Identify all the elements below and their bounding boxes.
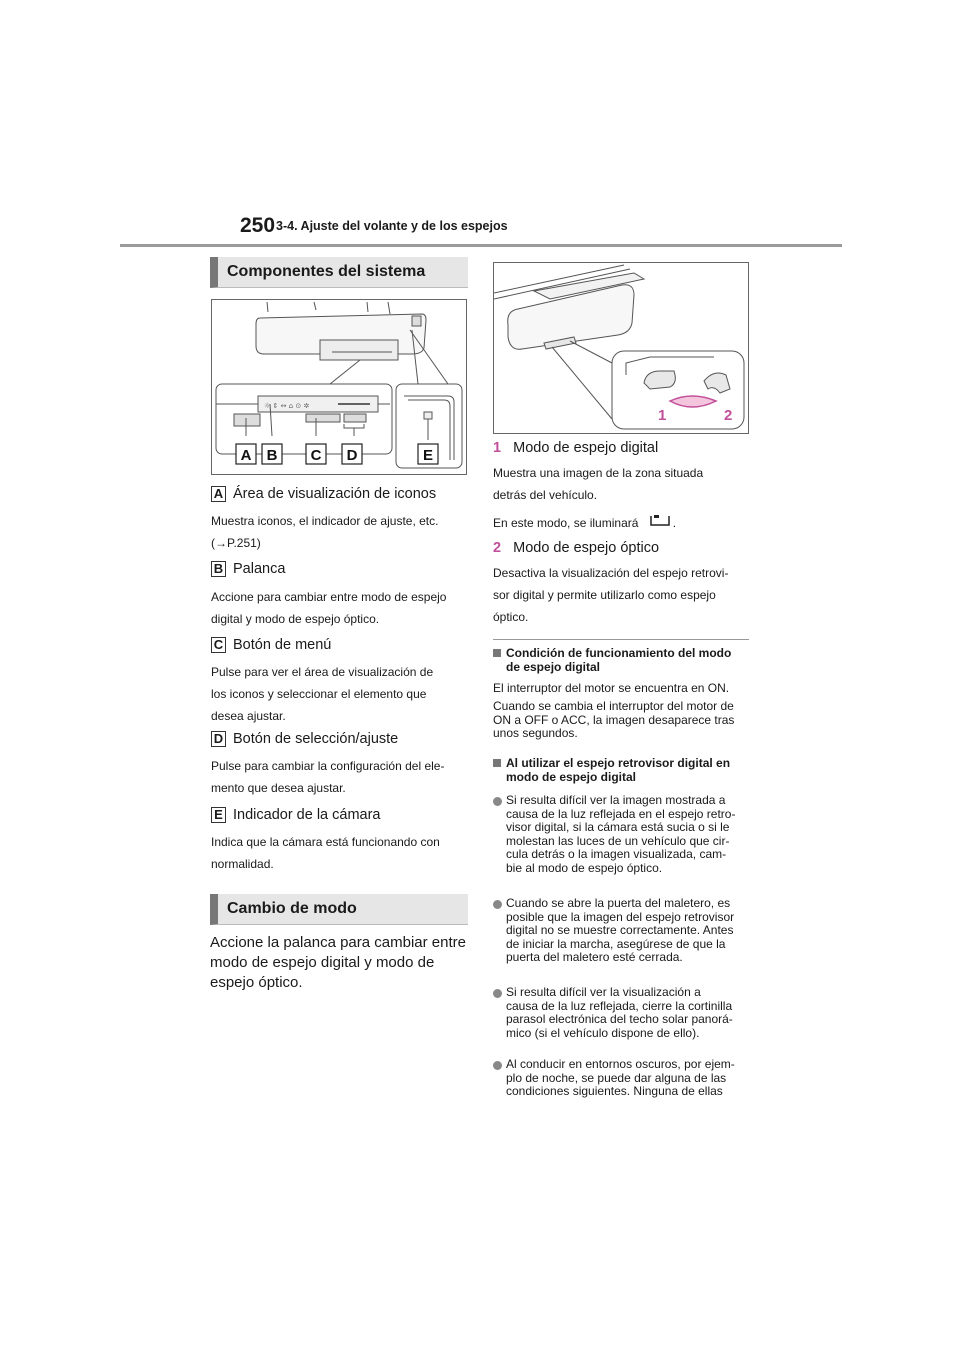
mode-2-title: Modo de espejo óptico [513,540,660,556]
label-c: C [211,637,226,653]
bullet-reflected-light: Si resulta difícil ver la imagen mostrada a causa de la luz reflejada en el espejo retro- visor digital, si la cámara está sucia o si le molestan las luces de un vehículo que cir- cula detrás o la imagen visualizada, cam- bie al modo de espejo óptico. [506,793,736,875]
page-number: 250 [240,214,276,237]
component-b-desc: Accione para cambiar entre modo de espejo digital y modo de espejo óptico. [211,590,447,626]
mirror-lever-figure [493,262,749,434]
square-bullet-icon [493,649,501,657]
bullet-dot-icon [493,797,502,806]
square-bullet-icon [493,759,501,767]
camera-indicator-icon [647,513,673,529]
section-heading-components [210,257,468,288]
section-heading-mode-change [210,894,468,925]
component-a-desc: Muestra iconos, el indicador de ajuste, etc. (→P.251) [211,514,439,550]
callout-c: C [310,447,322,464]
callout-d: D [346,447,358,464]
mirror-components-illustration [212,300,466,474]
component-b-title: Palanca [233,561,286,577]
callout-a: A [240,447,252,464]
component-e-title: Indicador de la cámara [233,807,381,823]
mirror-lever-illustration [494,263,748,433]
label-e: E [211,807,226,823]
mode-1-number: 1 [493,440,502,456]
bullet-sunshade: Si resulta difícil ver la visualización a causa de la luz reflejada, cierre la cortinilla parasol electrónica del techo solar panorá- mico (si el vehículo dispone de ello). [506,985,733,1040]
label-d: D [211,731,226,747]
svg-text:☼ ⇕ ↔ ⌂ ⊙ ✲: ☼ ⇕ ↔ ⌂ ⊙ ✲ [264,402,310,410]
mode-1-title: Modo de espejo digital [513,440,659,456]
note-engine-on: El interruptor del motor se encuentra en ON. [493,681,730,695]
callout-b: B [266,447,278,464]
bullet-trunk-door: Cuando se abre la puerta del maletero, es posible que la imagen del espejo retrovisor digital no se muestre correctamente. Antes de iniciar la marcha, asegúrese de que la puerta del maletero esté cerrada. [506,896,735,964]
chapter-title: 3-4. Ajuste del volante y de los espejos [276,219,508,233]
section-heading-text: Cambio de modo [227,900,357,917]
component-e-desc: Indica que la cámara está funcionando con normalidad. [211,835,440,871]
component-d-desc: Pulse para cambiar la configuración del ele- mento que desea ajustar. [211,759,445,795]
notes-divider [493,639,749,640]
component-a-title: Área de visualización de iconos [233,486,437,502]
callout-e: E [422,447,434,464]
mode-1-desc: Muestra una imagen de la zona situada detrás del vehículo. En este modo, se iluminará . [493,466,704,530]
component-c-title: Botón de menú [233,637,332,653]
label-a: A [211,486,226,502]
mode-change-text: Accione la palanca para cambiar entre modo de espejo digital y modo de espejo óptico. [210,934,466,991]
figure-number-1: 1 [658,407,667,424]
mode-2-desc: Desactiva la visualización del espejo retrovi- sor digital y permite utilizarlo como espejo óptico. [493,566,729,624]
component-d-title: Botón de selección/ajuste [233,731,399,747]
figure-number-2: 2 [724,407,733,424]
header-rule [120,244,842,247]
section-heading-text: Componentes del sistema [227,263,426,280]
mode-2-number: 2 [493,540,502,556]
bullet-dot-icon [493,1061,502,1070]
bullet-dot-icon [493,900,502,909]
label-b: B [211,561,226,577]
component-c-desc: Pulse para ver el área de visualización de los iconos y seleccionar el elemento que desea ajustar. [211,665,434,723]
bullet-dot-icon [493,989,502,998]
bullet-dark-environment: Al conducir en entornos oscuros, por ejem- plo de noche, se puede dar alguna de las condiciones siguientes. Ninguna de ellas [506,1057,735,1098]
note-heading-digital-mode: Al utilizar el espejo retrovisor digital en modo de espejo digital [493,756,753,784]
note-heading-condition: Condición de funcionamiento del modo de espejo digital [493,646,753,674]
mode-2-heading [493,540,659,556]
note-engine-off: Cuando se cambia el interruptor del motor de ON a OFF o ACC, la imagen desaparece tras unos segundos. [493,699,735,740]
mode-1-heading [493,440,658,456]
mirror-components-figure [211,299,467,475]
